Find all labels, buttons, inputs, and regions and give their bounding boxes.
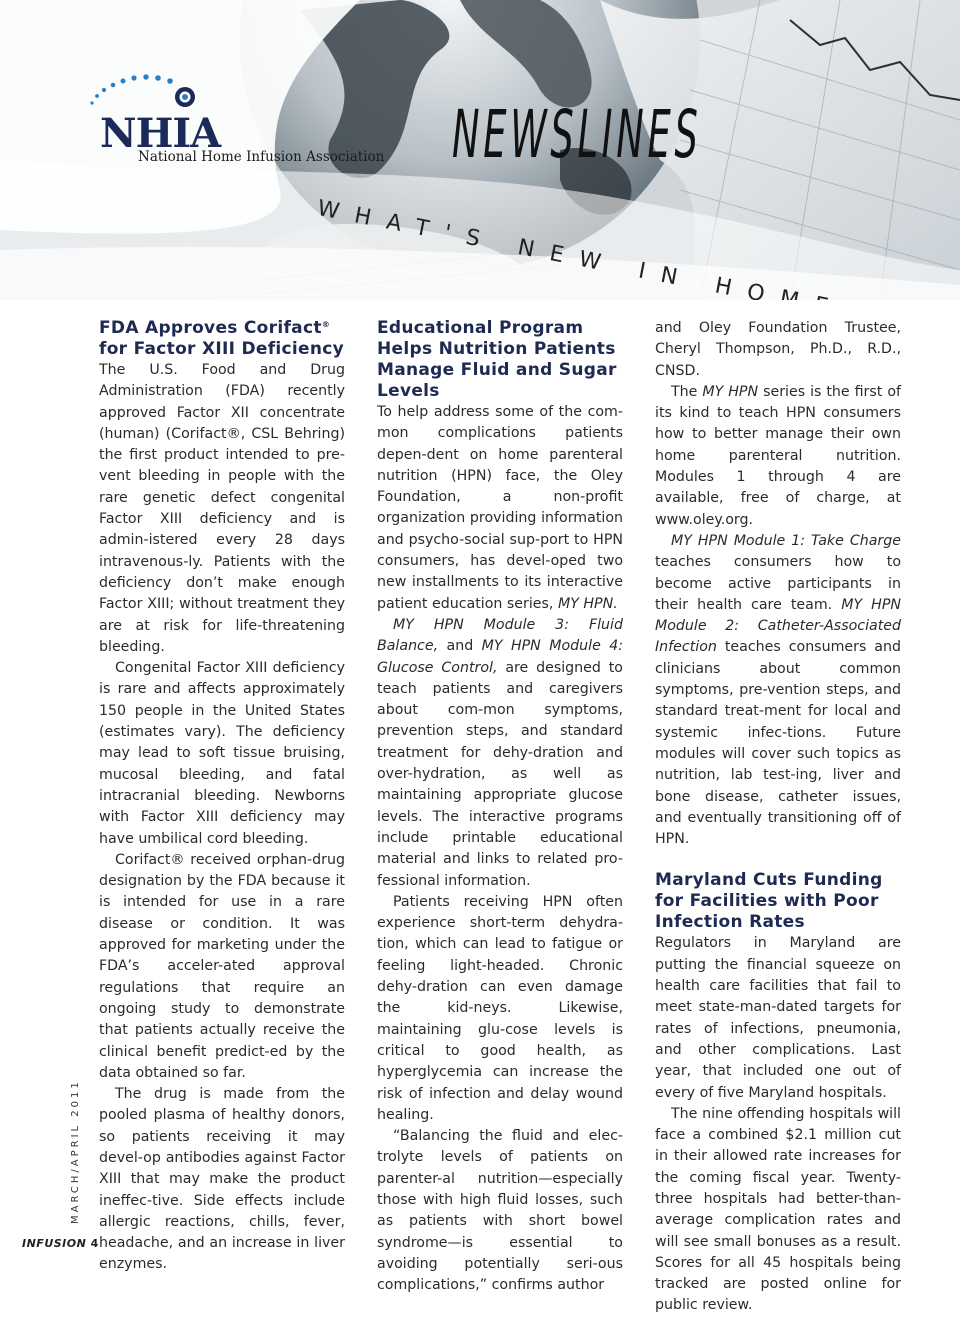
paragraph: and Oley Foundation Trustee, Cheryl Thompson, Ph.D., R.D., CNSD. xyxy=(655,320,901,379)
header-banner xyxy=(0,0,960,300)
article-title-corifact: FDA Approves Corifact® for Factor XIII Deficiency xyxy=(99,318,345,359)
page-number: 4 xyxy=(90,1237,99,1250)
paragraph: Regulators in Maryland are putting the financial squeeze on health care facilities that fail to meet state-man-dated targets for rates of infections, pneumonia, and other complications. Last year, that included one out of every of five Maryland hospitals. xyxy=(655,935,901,1101)
paragraph: The MY HPN series is the first of its kind to teach HPN consumers how to better manage their own home parenteral nutrition. Modules 1 through 4 are available, free of charge, at www.oley.org. xyxy=(655,383,901,528)
paragraph: To help address some of the com-mon complications patients depen-dent on home parenteral nutrition (HPN) face, the Oley Foundation, a non-profit organization providing information and psycho-social sup-port to HPN consumers, has devel-oped two new installments to its interactive patient education series, MY HPN. xyxy=(377,404,623,612)
paragraph: The U.S. Food and Drug Administration (FDA) recently approved Factor XII concentrate (human) (Corifact®, CSL Behring) the first product intended to pre-vent bleeding in people with the rare genetic defect congenital Factor XIII deficiency and is admin-istered every 28 days intravenous-ly. Patients with the deficiency don’t make enough Factor XIII; without treatment they are at risk for life-threatening bleeding. xyxy=(99,362,345,655)
paragraph: Corifact® received orphan-drug designation by the FDA because it is intended for use in a rare disease or condition. It was approved for marketing under the FDA’s acceler-ated approval regulations that require an ongoing study to demonstrate that patients actually receive the clinical benefit predict-ed by the data obtained so far. xyxy=(99,851,345,1081)
column-3 xyxy=(655,318,901,1317)
section-title: NEWSLINES xyxy=(452,96,702,173)
nhia-logo: NHIA xyxy=(100,110,221,157)
paragraph: The drug is made from the pooled plasma of healthy donors, so patients receiving it may devel-op antibodies against Factor XIII that may make the product ineffec-tive. Side effects include allergic reactions, chills, fever, headache, and an increase in liver enzymes. xyxy=(99,1086,345,1273)
org-name: National Home Infusion Association xyxy=(138,149,385,165)
paragraph: The nine offending hospitals will face a combined $2.1 million cut in their allowed rate increases for the coming fiscal year. Twenty-three hospitals had better-than-average complication rates and will see small bonuses as a result. Scores for all 45 hospitals being tracked are posted online for public review. xyxy=(655,1105,901,1314)
page-footer xyxy=(22,1237,99,1250)
magazine-name: INFUSION xyxy=(22,1237,87,1250)
article-title-maryland: Maryland Cuts Funding for Facilities with Poor Infection Rates xyxy=(655,870,883,933)
issue-date: MARCH/APRIL 2011 xyxy=(70,1079,81,1224)
paragraph: “Balancing the fluid and elec-trolyte levels of patients on parenter-al nutrition—especially those with high fluid losses, such as patients with short bowel syndrome—is essential to avoiding potentially seri-ous complications,” confirms author xyxy=(377,1128,623,1294)
column-1 xyxy=(99,318,345,1276)
article-title-hpn: Educational Program Helps Nutrition Patients Manage Fluid and Sugar Levels xyxy=(377,318,617,401)
column-2 xyxy=(377,318,623,1296)
paragraph: MY HPN Module 1: Take Charge teaches consumers how to become active participants in their health care team. MY HPN Module 2: Catheter-Associated Infection teaches consumers and clinicians about common symptoms, pre-vention steps, and standard treat-ment for local and systemic infec-tions. Future modules will cover such topics as nutrition, lab test-ing, liver and bone disease, catheter issues, and eventually transitioning off of HPN. xyxy=(655,532,901,848)
paragraph: Patients receiving HPN often experience short-term dehydra-tion, which can lead to fatigue or feeling light-headed. Chronic dehy-dration can even damage the kid-neys. Likewise, maintaining glu-cose levels is critical to good health, as hyperglycemia can increase the risk of infection and delay wound healing. xyxy=(377,893,623,1123)
paragraph: Congenital Factor XIII deficiency is rare and affects approximately 150 people in the United States (estimates vary). The deficiency may lead to soft tissue bruising, mucosal bleeding, and fatal intracranial bleeding. Newborns with Factor XIII deficiency may have umbilical cord bleeding. xyxy=(99,660,345,847)
paragraph: MY HPN Module 3: Fluid Balance, and MY HPN Module 4: Glucose Control, are designed to teach patients and caregivers about com-mon symptoms, prevention steps, and standard treatment for dehy-dration and over-hydration, as well as maintaining appropriate glucose levels. The interactive programs include printable educational material and links to related pro-fessional information. xyxy=(377,616,624,889)
